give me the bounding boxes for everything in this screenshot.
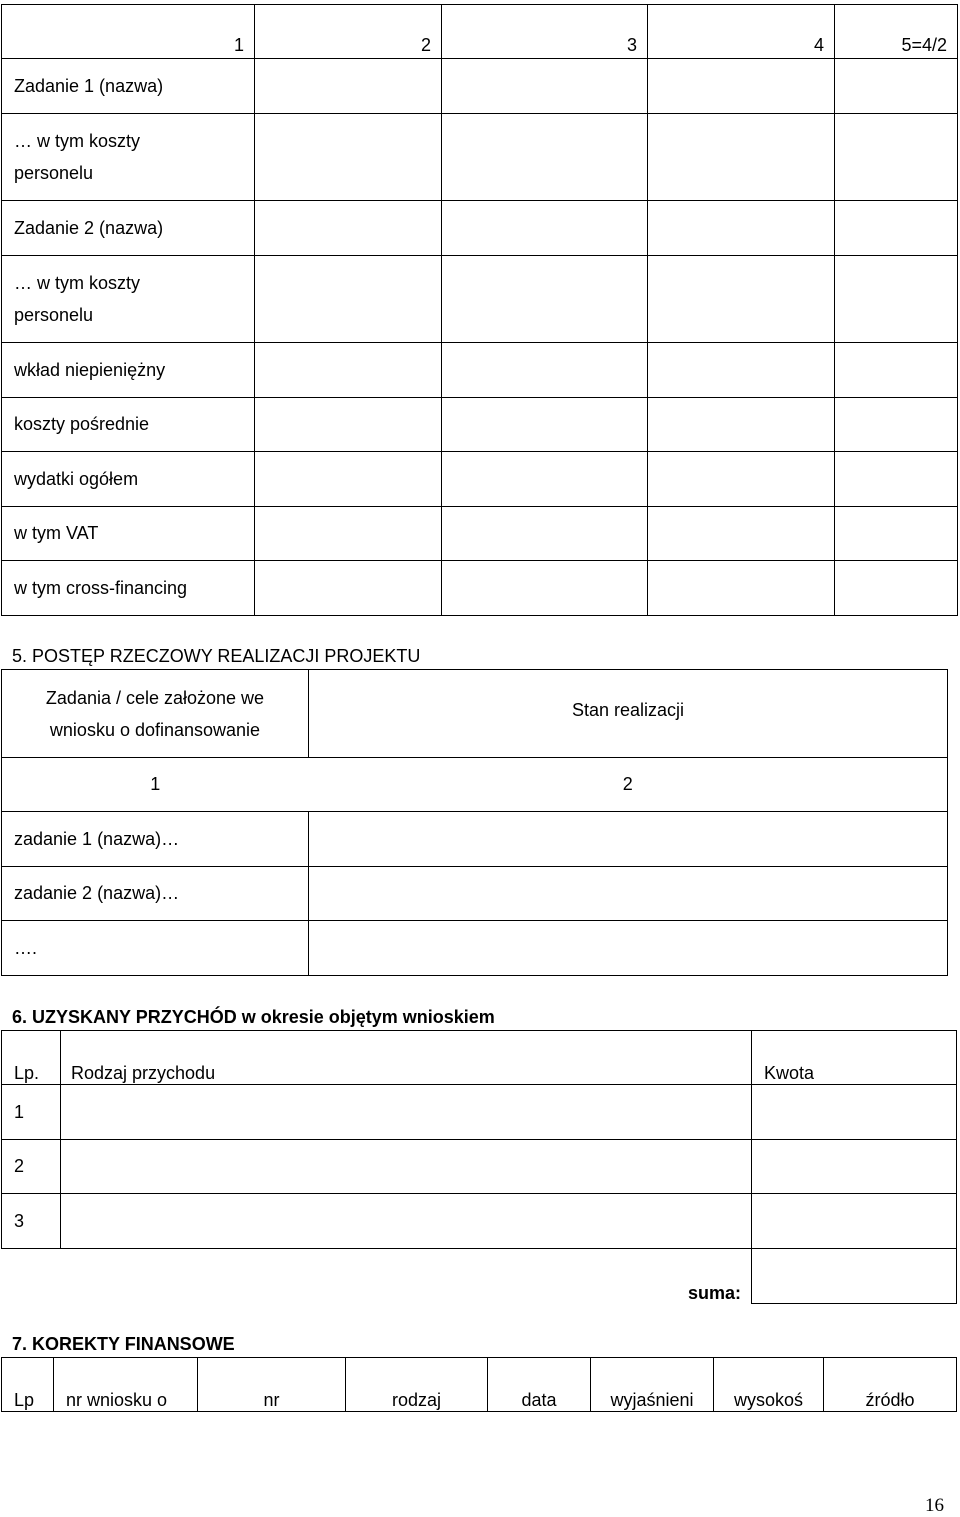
budget-row-label: koszty pośrednie	[2, 398, 255, 452]
budget-cell[interactable]	[648, 201, 835, 256]
budget-header-2: 2	[255, 5, 442, 59]
budget-row	[2, 398, 958, 452]
budget-cell[interactable]	[255, 343, 442, 398]
income-amount-cell[interactable]	[752, 1085, 957, 1140]
budget-cell[interactable]	[255, 398, 442, 452]
budget-cell[interactable]	[835, 343, 958, 398]
budget-cell[interactable]	[442, 114, 648, 201]
budget-row-label: w tym VAT	[2, 507, 255, 561]
budget-cell[interactable]	[255, 561, 442, 616]
budget-row-label: … w tym koszty personelu	[2, 256, 255, 343]
budget-row	[2, 507, 958, 561]
income-row	[2, 1194, 957, 1249]
income-col-amount: Kwota	[752, 1031, 957, 1085]
budget-cell[interactable]	[442, 343, 648, 398]
progress-header-row	[2, 670, 948, 758]
income-sum-row	[2, 1249, 957, 1304]
income-type-cell[interactable]	[61, 1194, 752, 1249]
budget-header-4: 4	[648, 5, 835, 59]
budget-cell[interactable]	[648, 256, 835, 343]
corrections-col-application-no: nr wniosku o	[54, 1358, 198, 1412]
income-type-cell[interactable]	[61, 1140, 752, 1194]
progress-col-status: Stan realizacji	[309, 670, 948, 758]
budget-cell[interactable]	[442, 398, 648, 452]
budget-cell[interactable]	[442, 201, 648, 256]
budget-cell[interactable]	[255, 59, 442, 114]
corrections-table	[1, 1357, 957, 1412]
progress-number-row	[2, 758, 948, 812]
income-row	[2, 1085, 957, 1140]
income-amount-cell[interactable]	[752, 1194, 957, 1249]
budget-row-label: Zadanie 1 (nazwa)	[2, 59, 255, 114]
progress-num-1: 1	[2, 758, 309, 812]
budget-cell[interactable]	[648, 452, 835, 507]
income-row-lp: 1	[2, 1085, 61, 1140]
budget-row	[2, 452, 958, 507]
progress-status-cell[interactable]	[309, 812, 948, 867]
income-row-lp: 2	[2, 1140, 61, 1194]
progress-status-cell[interactable]	[309, 867, 948, 921]
budget-header-row	[2, 5, 958, 59]
budget-row	[2, 59, 958, 114]
progress-col-tasks: Zadania / cele założone we wniosku o dofinansowanie	[2, 670, 309, 758]
income-col-type: Rodzaj przychodu	[61, 1031, 752, 1085]
corrections-col-amount: wysokoś	[714, 1358, 824, 1412]
budget-cell[interactable]	[648, 114, 835, 201]
budget-table	[1, 4, 958, 616]
budget-row-label: wkład niepieniężny	[2, 343, 255, 398]
budget-cell[interactable]	[442, 256, 648, 343]
income-amount-cell[interactable]	[752, 1140, 957, 1194]
income-type-cell[interactable]	[61, 1085, 752, 1140]
budget-row	[2, 256, 958, 343]
corrections-col-no: nr	[198, 1358, 346, 1412]
budget-row-label: wydatki ogółem	[2, 452, 255, 507]
budget-cell[interactable]	[835, 507, 958, 561]
page-number: 16	[925, 1495, 944, 1516]
budget-row	[2, 114, 958, 201]
budget-header-1: 1	[2, 5, 255, 59]
budget-cell[interactable]	[835, 452, 958, 507]
corrections-col-source: źródło	[824, 1358, 957, 1412]
progress-task-label: zadanie 2 (nazwa)…	[2, 867, 309, 921]
budget-cell[interactable]	[835, 59, 958, 114]
budget-row-label: Zadanie 2 (nazwa)	[2, 201, 255, 256]
progress-task-label: zadanie 1 (nazwa)…	[2, 812, 309, 867]
progress-row	[2, 812, 948, 867]
budget-cell[interactable]	[648, 59, 835, 114]
budget-cell[interactable]	[442, 59, 648, 114]
budget-cell[interactable]	[648, 561, 835, 616]
budget-row	[2, 561, 958, 616]
progress-row	[2, 867, 948, 921]
income-sum-label: suma:	[687, 1282, 741, 1303]
budget-cell[interactable]	[835, 114, 958, 201]
budget-header-5: 5=4/2	[835, 5, 958, 59]
income-col-lp: Lp.	[2, 1031, 61, 1085]
budget-cell[interactable]	[648, 507, 835, 561]
corrections-col-lp: Lp	[2, 1358, 54, 1412]
budget-cell[interactable]	[255, 201, 442, 256]
budget-cell[interactable]	[255, 256, 442, 343]
section6-heading: 6. UZYSKANY PRZYCHÓD w okresie objętym wnioskiem	[12, 1007, 495, 1027]
corrections-header-row	[2, 1358, 957, 1412]
budget-row	[2, 201, 958, 256]
section7-heading: 7. KOREKTY FINANSOWE	[12, 1334, 235, 1354]
corrections-col-date: data	[488, 1358, 591, 1412]
budget-cell[interactable]	[835, 256, 958, 343]
budget-cell[interactable]	[835, 201, 958, 256]
budget-cell[interactable]	[648, 398, 835, 452]
income-table	[1, 1030, 957, 1304]
corrections-col-explanation: wyjaśnieni	[591, 1358, 714, 1412]
budget-cell[interactable]	[442, 507, 648, 561]
budget-cell[interactable]	[255, 507, 442, 561]
budget-row	[2, 343, 958, 398]
budget-row-label: … w tym koszty personelu	[2, 114, 255, 201]
progress-status-cell[interactable]	[309, 921, 948, 976]
income-row	[2, 1140, 957, 1194]
budget-cell[interactable]	[442, 452, 648, 507]
budget-row-label: w tym cross-financing	[2, 561, 255, 616]
income-sum-cell[interactable]	[752, 1249, 957, 1304]
budget-header-3: 3	[442, 5, 648, 59]
section5-heading: 5. POSTĘP RZECZOWY REALIZACJI PROJEKTU	[12, 646, 421, 666]
income-sum-spacer	[2, 1249, 61, 1304]
budget-cell[interactable]	[255, 114, 442, 201]
budget-cell[interactable]	[835, 398, 958, 452]
progress-row	[2, 921, 948, 976]
progress-task-label: ….	[2, 921, 309, 976]
progress-table	[1, 669, 948, 976]
budget-cell[interactable]	[255, 452, 442, 507]
income-header-row	[2, 1031, 957, 1085]
budget-cell[interactable]	[835, 561, 958, 616]
budget-cell[interactable]	[442, 561, 648, 616]
budget-cell[interactable]	[648, 343, 835, 398]
income-row-lp: 3	[2, 1194, 61, 1249]
corrections-col-type: rodzaj	[346, 1358, 488, 1412]
progress-num-2: 2	[309, 758, 948, 812]
